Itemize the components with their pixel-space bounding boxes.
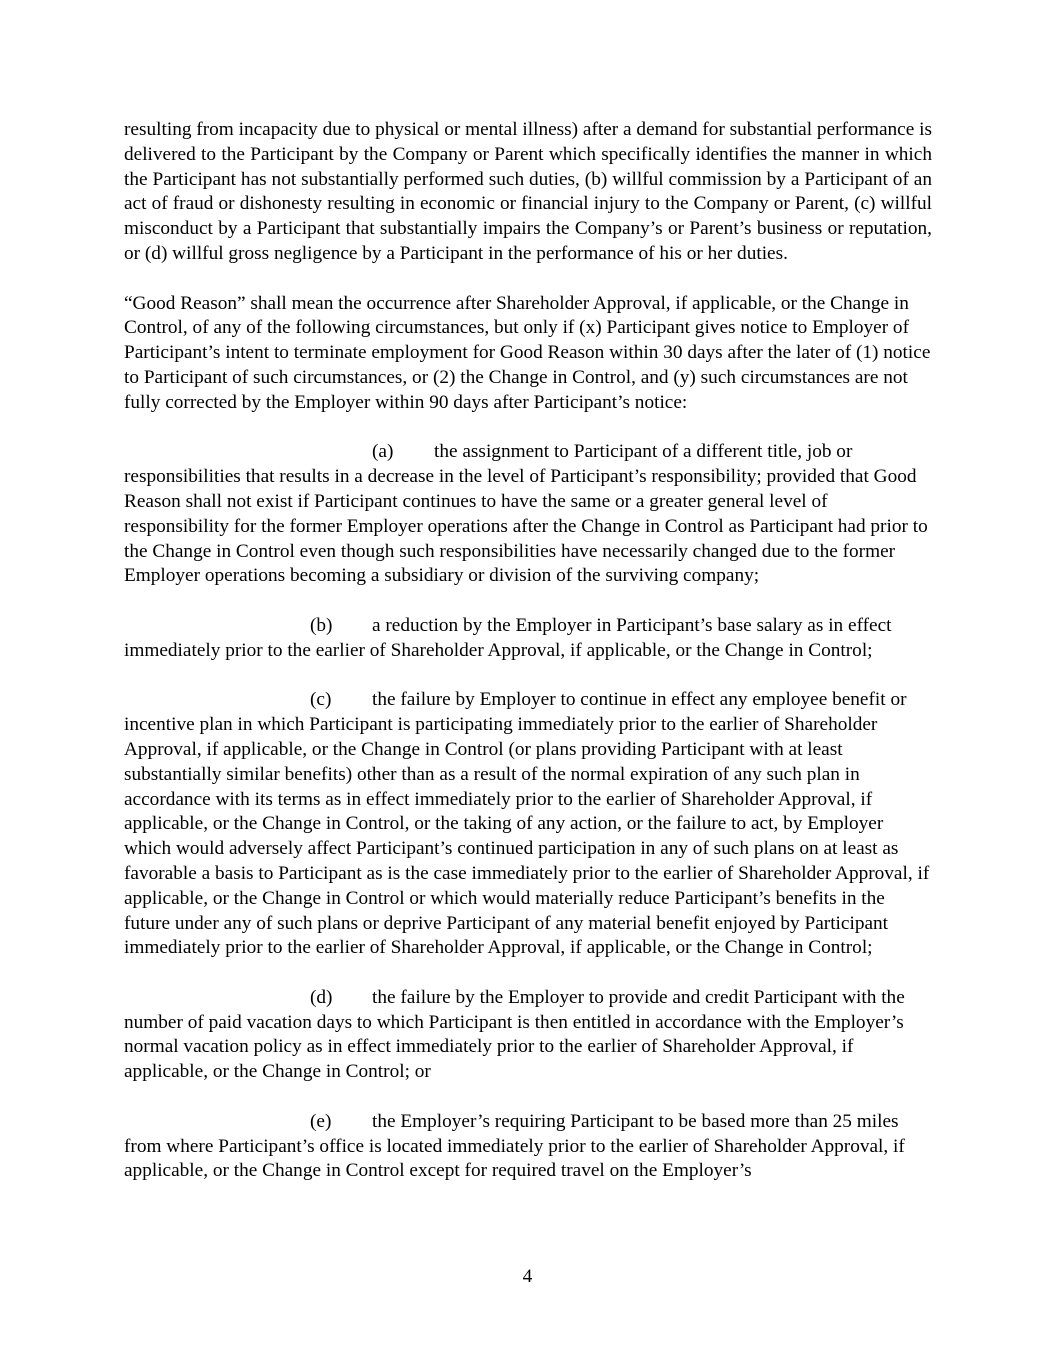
item-label: (d) <box>310 986 333 1008</box>
good-reason-item-a <box>124 440 932 589</box>
item-label: (a) <box>372 441 394 463</box>
page-number: 4 <box>522 1266 533 1287</box>
item-text: the Employer’s requiring Participant to be based more than 25 miles from where Participant’s office is located immediately prior to the earlier of Shareholder Approval, if applicable, or the Change in Control except for required travel on the Employer’s <box>124 1110 905 1182</box>
good-reason-item-e <box>124 1110 932 1184</box>
document-page <box>124 118 932 1209</box>
item-text: a reduction by the Employer in Participant’s base salary as in effect immediately prior to the earlier of Shareholder Approval, if applicable, or the Change in Control; <box>124 614 892 661</box>
item-text: the failure by the Employer to provide and credit Participant with the number of paid vacation days to which Participant is then entitled in accordance with the Employer’s normal vacation policy as in effect immediately prior to the earlier of Shareholder Approval, if applicable, or the Change in Control; or <box>124 986 905 1083</box>
item-label-container <box>124 614 372 639</box>
good-reason-item-b <box>124 614 932 664</box>
item-label: (e) <box>310 1110 332 1132</box>
item-label-container <box>124 440 434 465</box>
item-label: (b) <box>310 614 333 636</box>
cause-definition-continuation: resulting from incapacity due to physical or mental illness) after a demand for substantial performance is delivered to the Participant by the Company or Parent which specifically identifies the manner in which the Participant has not substantially performed such duties, (b) willful commission by a Participant of an act of fraud or dishonesty resulting in economic or financial injury to the Company or Parent, (c) willful misconduct by a Participant that substantially impairs the Company’s or Parent’s business or reputation, or (d) willful gross negligence by a Participant in the performance of his or her duties. <box>124 119 932 264</box>
item-text: the failure by Employer to continue in effect any employee benefit or incentive plan in which Participant is participating immediately prior to the earlier of Shareholder Approval, if applicable, or the Change in Control (or plans providing Participant with at least substantially similar benefits) other than as a result of the normal expiration of any such plan in accordance with its terms as in effect immediately prior to the earlier of Shareholder Approval, if applicable, or the Change in Control, or the taking of any action, or the failure to act, by Employer which would adversely affect Participant’s continued participation in any of such plans on at least as favorable a basis to Participant as is the case immediately prior to the earlier of Shareholder Approval, if applicable, or the Change in Control or which would materially reduce Participant’s benefits in the future under any of such plans or deprive Participant of any material benefit enjoyed by Participant immediately prior to the earlier of Shareholder Approval, if applicable, or the Change in Control; <box>124 689 930 959</box>
item-label-container <box>124 986 372 1011</box>
item-label-container <box>124 1110 372 1135</box>
item-label-container <box>124 688 372 713</box>
item-text: the assignment to Participant of a different title, job or responsibilities that results in a decrease in the level of Participant’s responsibility; provided that Good Reason shall not exist if Participant continues to have the same or a greater general level of responsibility for the former Employer operations after the Change in Control as Participant had prior to the Change in Control even though such responsibilities have necessarily changed due to the former Employer operations becoming a subsidiary or division of the surviving company; <box>124 441 928 587</box>
good-reason-item-c <box>124 688 932 961</box>
item-label: (c) <box>310 689 332 711</box>
good-reason-definition: “Good Reason” shall mean the occurrence after Shareholder Approval, if applicable, or the Change in Control, of any of the following circumstances, but only if (x) Participant gives notice to Employer of Participant’s intent to terminate employment for Good Reason within 30 days after the later of (1) notice to Participant of such circumstances, or (2) the Change in Control, and (y) such circumstances are not fully corrected by the Employer within 90 days after Participant’s notice: <box>124 292 931 413</box>
good-reason-item-d <box>124 986 932 1085</box>
